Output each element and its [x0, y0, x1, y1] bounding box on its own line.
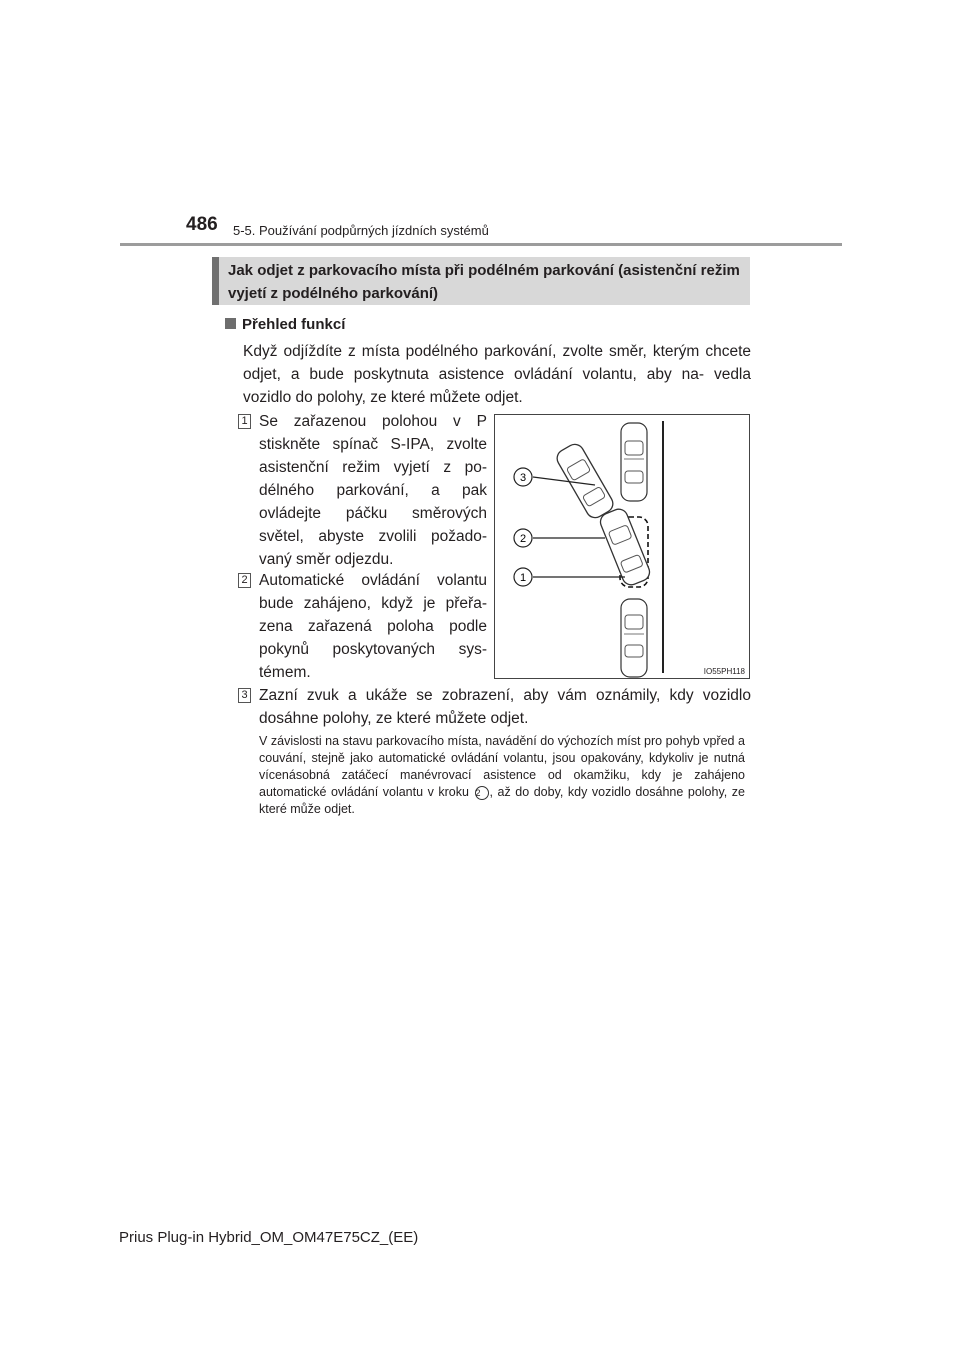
section-title-box: [212, 257, 750, 305]
parking-illustration: [495, 415, 749, 678]
note-text: V závislosti na stavu parkovacího místa, navádění do výchozích míst pro pohyb vpřed a couvání, stejně jako automatické ovládání volantu, jsou opakovány, kdykoliv je nutná vícenásobná zatáčecí manévrovací asistence od okamžiku, kdy je zahájeno automatické ovládání volantu v kroku: [259, 734, 745, 799]
subheading-text: Přehled funkcí: [242, 316, 346, 333]
parked-car-rear: [621, 599, 647, 677]
step-reference-circle: 2: [475, 786, 489, 800]
parking-diagram: [494, 414, 750, 679]
note-paragraph: [259, 733, 745, 818]
section-title: Jak odjet z parkovacího místa při podélném parkování (asistenční režim vyjetí z podélného parkování): [228, 262, 740, 302]
callout-label-3: 3: [519, 472, 527, 484]
parked-car-front: [621, 423, 647, 501]
step-text: Automatické ovládání volantu bude zahájeno, když je přeřa- zena zařazená poloha podle pokynů poskytovaných sys- témem.: [259, 572, 487, 681]
header-rule: [120, 243, 842, 246]
step-text: Se zařazenou polohou v P stiskněte spínač S-IPA, zvolte asistenční režim vyjetí z po- délného parkování, a pak ovládejte páčku směrových světel, abyste zvolili požado- vaný směr odjezdu.: [259, 413, 487, 568]
intro-paragraph: Když odjíždíte z místa podélného parkování, zvolte směr, kterým chcete odjet, a bude poskytnuta asistence ovládání volantu, aby na- vedla vozidlo do polohy, ze které můžete odjet.: [243, 343, 751, 406]
section-reference: 5-5. Používání podpůrných jízdních systémů: [233, 223, 489, 238]
note-text-end: , až do doby, kdy vozidlo dosáhne polohy, ze které může odjet.: [259, 785, 746, 816]
square-bullet-icon: [225, 318, 236, 329]
step-number-badge: 3: [238, 688, 251, 703]
subheading: [225, 316, 345, 333]
step-text: Zazní zvuk a ukáže se zobrazení, aby vám oznámily, kdy vozidlo dosáhne polohy, ze které můžete odjet.: [259, 687, 751, 727]
step-number-badge: 2: [238, 573, 251, 588]
page-number: 486: [186, 214, 218, 235]
callout-label-2: 2: [519, 533, 527, 545]
figure-code: IO55PH118: [703, 667, 745, 676]
step-number-badge: 1: [238, 414, 251, 429]
callout-label-1: 1: [519, 572, 527, 584]
footer-document-id: Prius Plug-in Hybrid_OM_OM47E75CZ_(EE): [119, 1229, 419, 1246]
